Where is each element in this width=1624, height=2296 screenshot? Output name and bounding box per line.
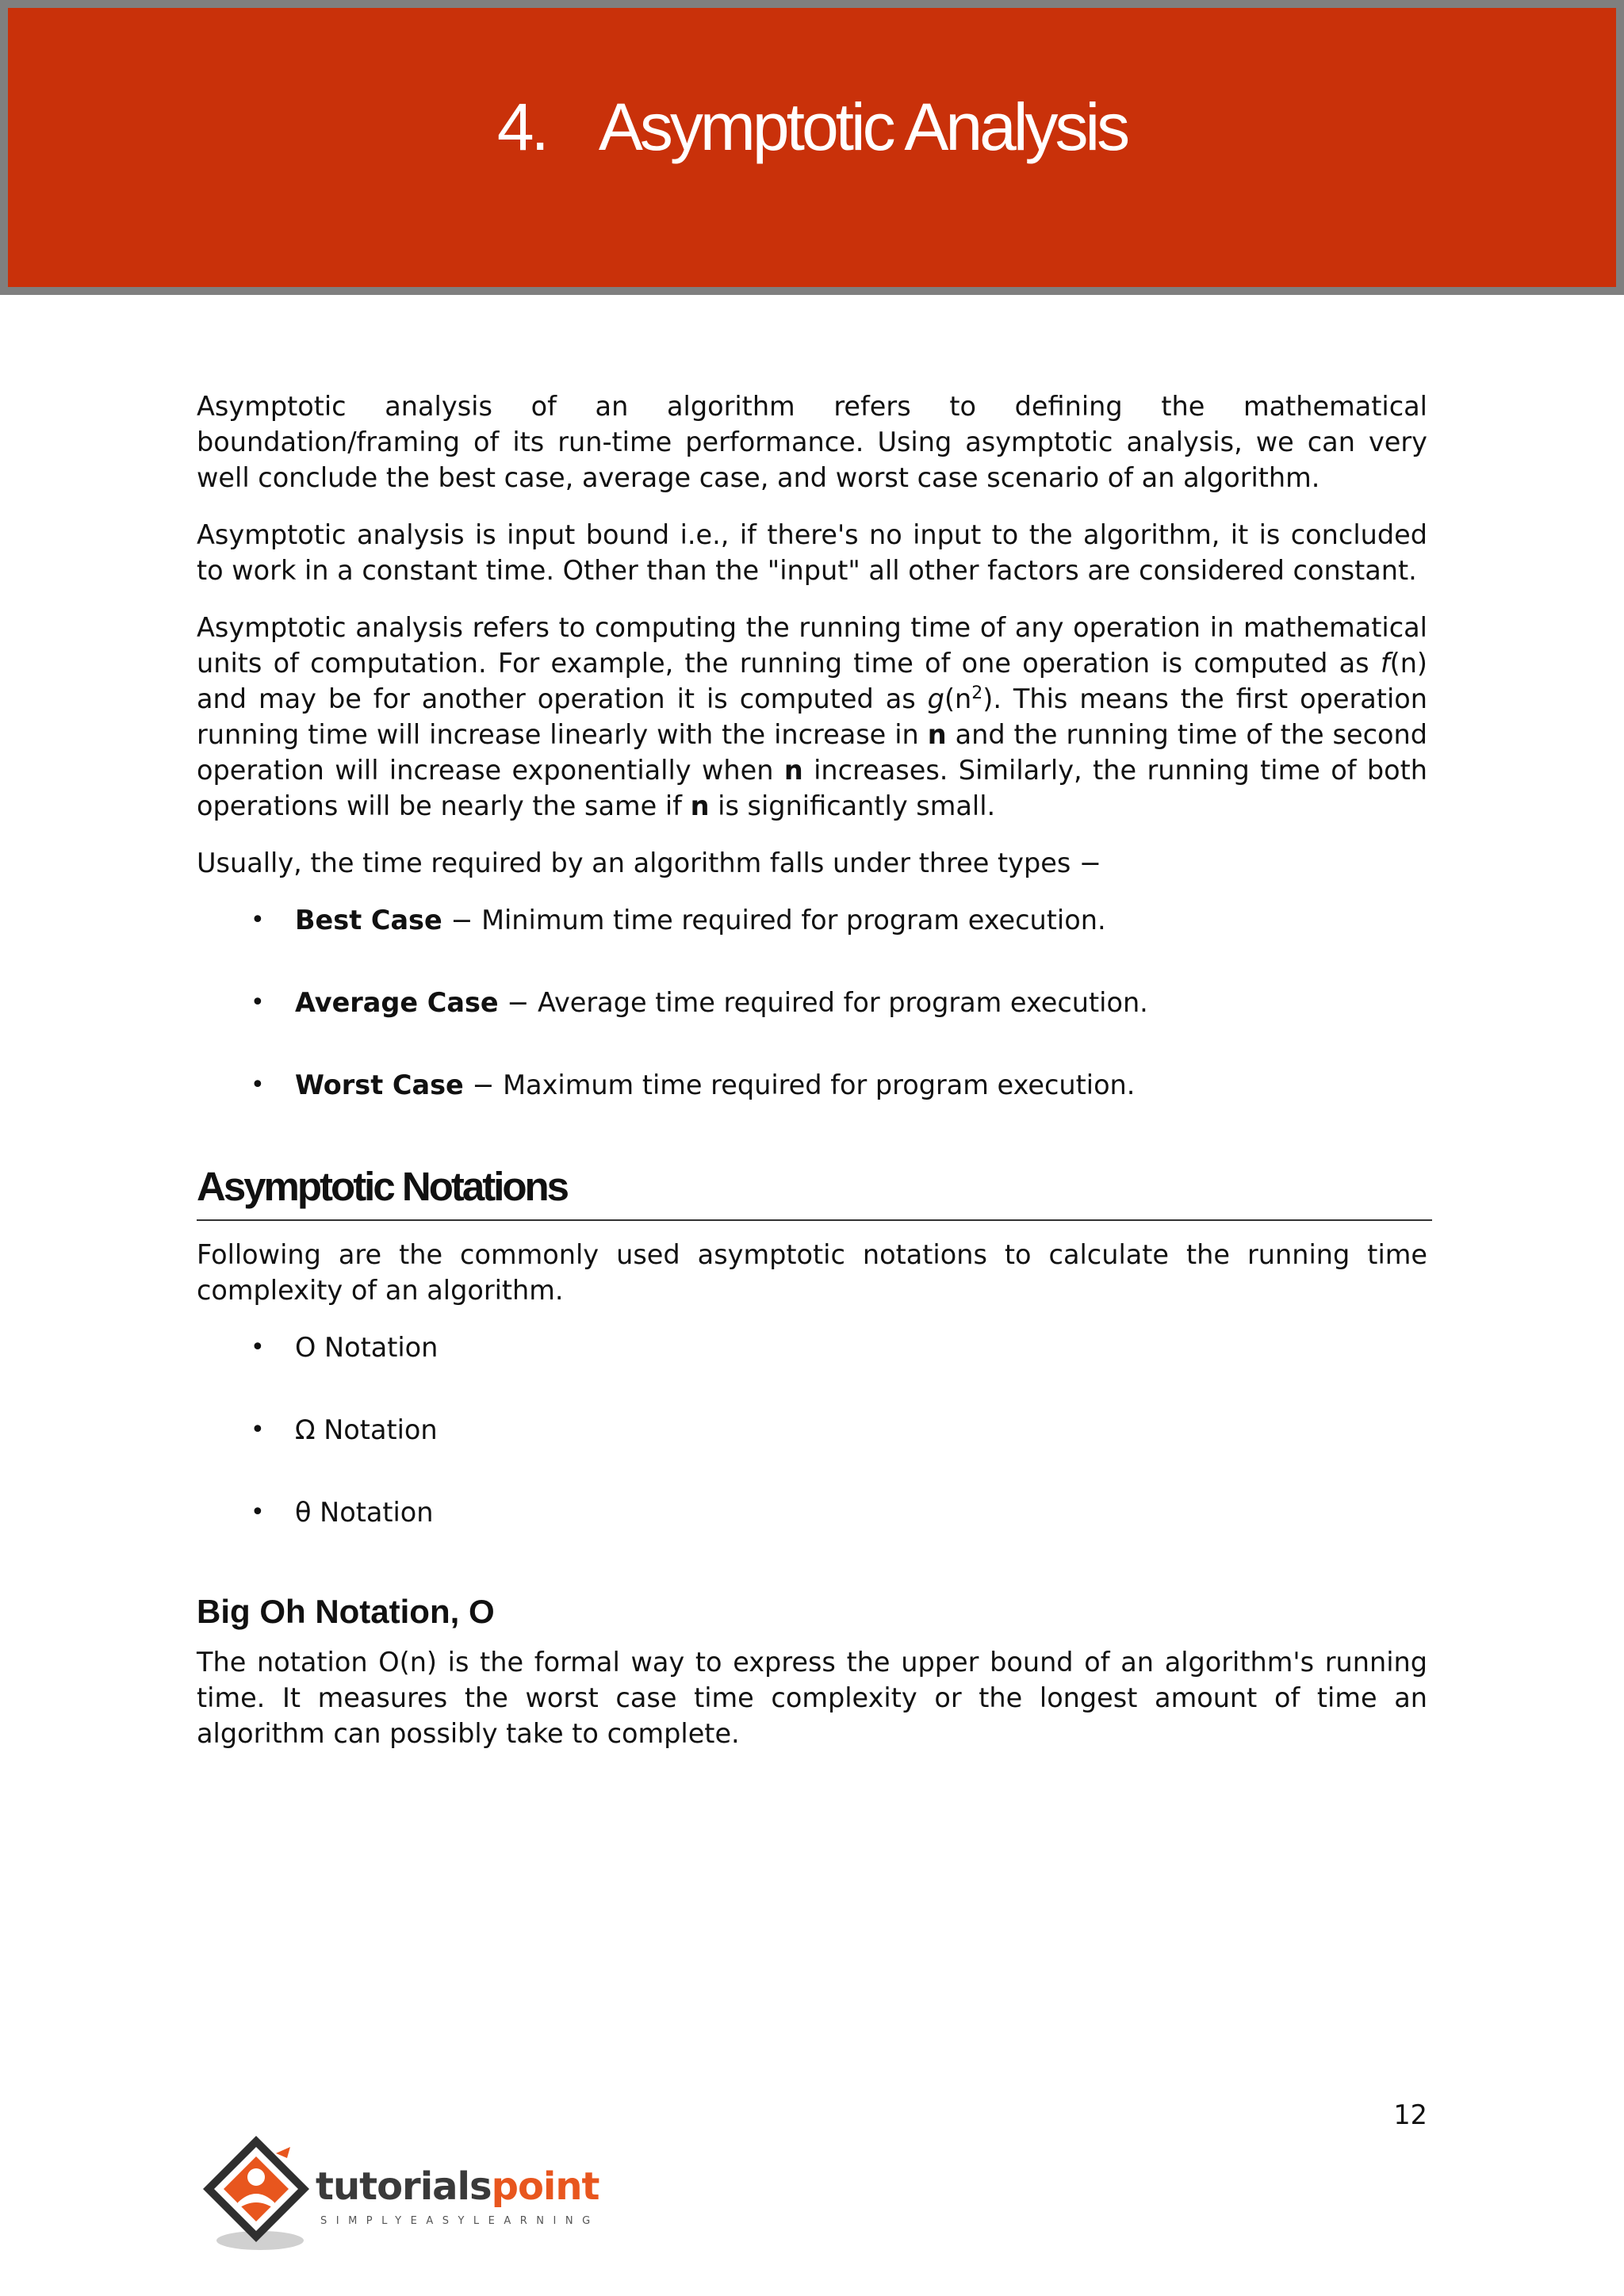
page-number: 12 [1393, 2099, 1427, 2130]
notation-label: θ Notation [295, 1497, 434, 1528]
paragraph-notations-intro: Following are the commonly used asymptotic notations to calculate the running time complexity of an algorithm. [197, 1239, 1427, 1306]
paragraph-intro-2: Asymptotic analysis is input bound i.e., if there's no input to the algorithm, it is concluded to work in a constant time. Other than the "input" all other factors are considered constant. [197, 519, 1427, 586]
paragraph-intro-4: Usually, the time required by an algorithm falls under three types − [197, 848, 1101, 878]
case-term: Average Case [295, 987, 499, 1018]
chapter-title-text: Asymptotic Analysis [598, 90, 1128, 164]
bullet-icon: • [251, 1334, 265, 1361]
bullet-icon: • [251, 1071, 265, 1099]
bullet-icon: • [251, 906, 265, 934]
list-item [197, 1412, 1427, 1448]
chapter-title [8, 90, 1616, 164]
subsection-heading: Big Oh Notation, O [197, 1593, 495, 1630]
bullet-icon: • [251, 1498, 265, 1526]
case-description: − Minimum time required for program execution. [442, 905, 1106, 936]
notation-label: O Notation [295, 1332, 439, 1363]
tutorialspoint-logo [197, 2130, 641, 2256]
chapter-number: 4. [496, 90, 546, 164]
notation-label: Ω Notation [295, 1414, 438, 1445]
case-list [197, 902, 1427, 1103]
notation-list [197, 1330, 1427, 1530]
list-item [197, 902, 1427, 938]
logo-wordmark: tutorialspoint [316, 2164, 599, 2209]
list-item [197, 985, 1427, 1020]
logo-tagline: SIMPLYEASYLEARNING [320, 2215, 599, 2227]
section-heading: Asymptotic Notations [197, 1164, 568, 1209]
bullet-icon: • [251, 989, 265, 1016]
list-item [197, 1067, 1427, 1103]
case-description: − Average time required for program execution. [498, 987, 1148, 1018]
case-term: Worst Case [295, 1070, 464, 1100]
logo-diamond-icon [197, 2130, 316, 2256]
paragraph-big-oh: The notation O(n) is the formal way to express the upper bound of an algorithm's running time. It measures the worst case time complexity or the longest amount of time an algorithm can possibly take to complete. [197, 1647, 1427, 1749]
list-item [197, 1494, 1427, 1530]
case-description: − Maximum time required for program execution. [463, 1070, 1136, 1100]
list-item [197, 1330, 1427, 1365]
paragraph-intro-1: Asymptotic analysis of an algorithm refers to defining the mathematical boundation/framing of its run-time performance. Using asymptotic analysis, we can very well conclude the best case, average case, and worst case scenario of an algorithm. [197, 391, 1427, 493]
section-heading-rule [197, 1166, 1432, 1221]
paragraph-intro-3: Asymptotic analysis refers to computing the running time of any operation in mathematical units of computation. For example, the running time of one operation is computed as f(n) and may be for another operation it is computed as $g(n^2)$. This means the first operation running time will increase linearly with the increase in n and the running time of the second operation will increase exponentially when n increases. Similarly, the running time of both operations will be nearly the same if n is significantly small. [197, 612, 1427, 821]
case-term: Best Case [295, 905, 442, 936]
chapter-header-banner [0, 0, 1624, 295]
page-content [197, 388, 1427, 1773]
bullet-icon: • [251, 1416, 265, 1444]
